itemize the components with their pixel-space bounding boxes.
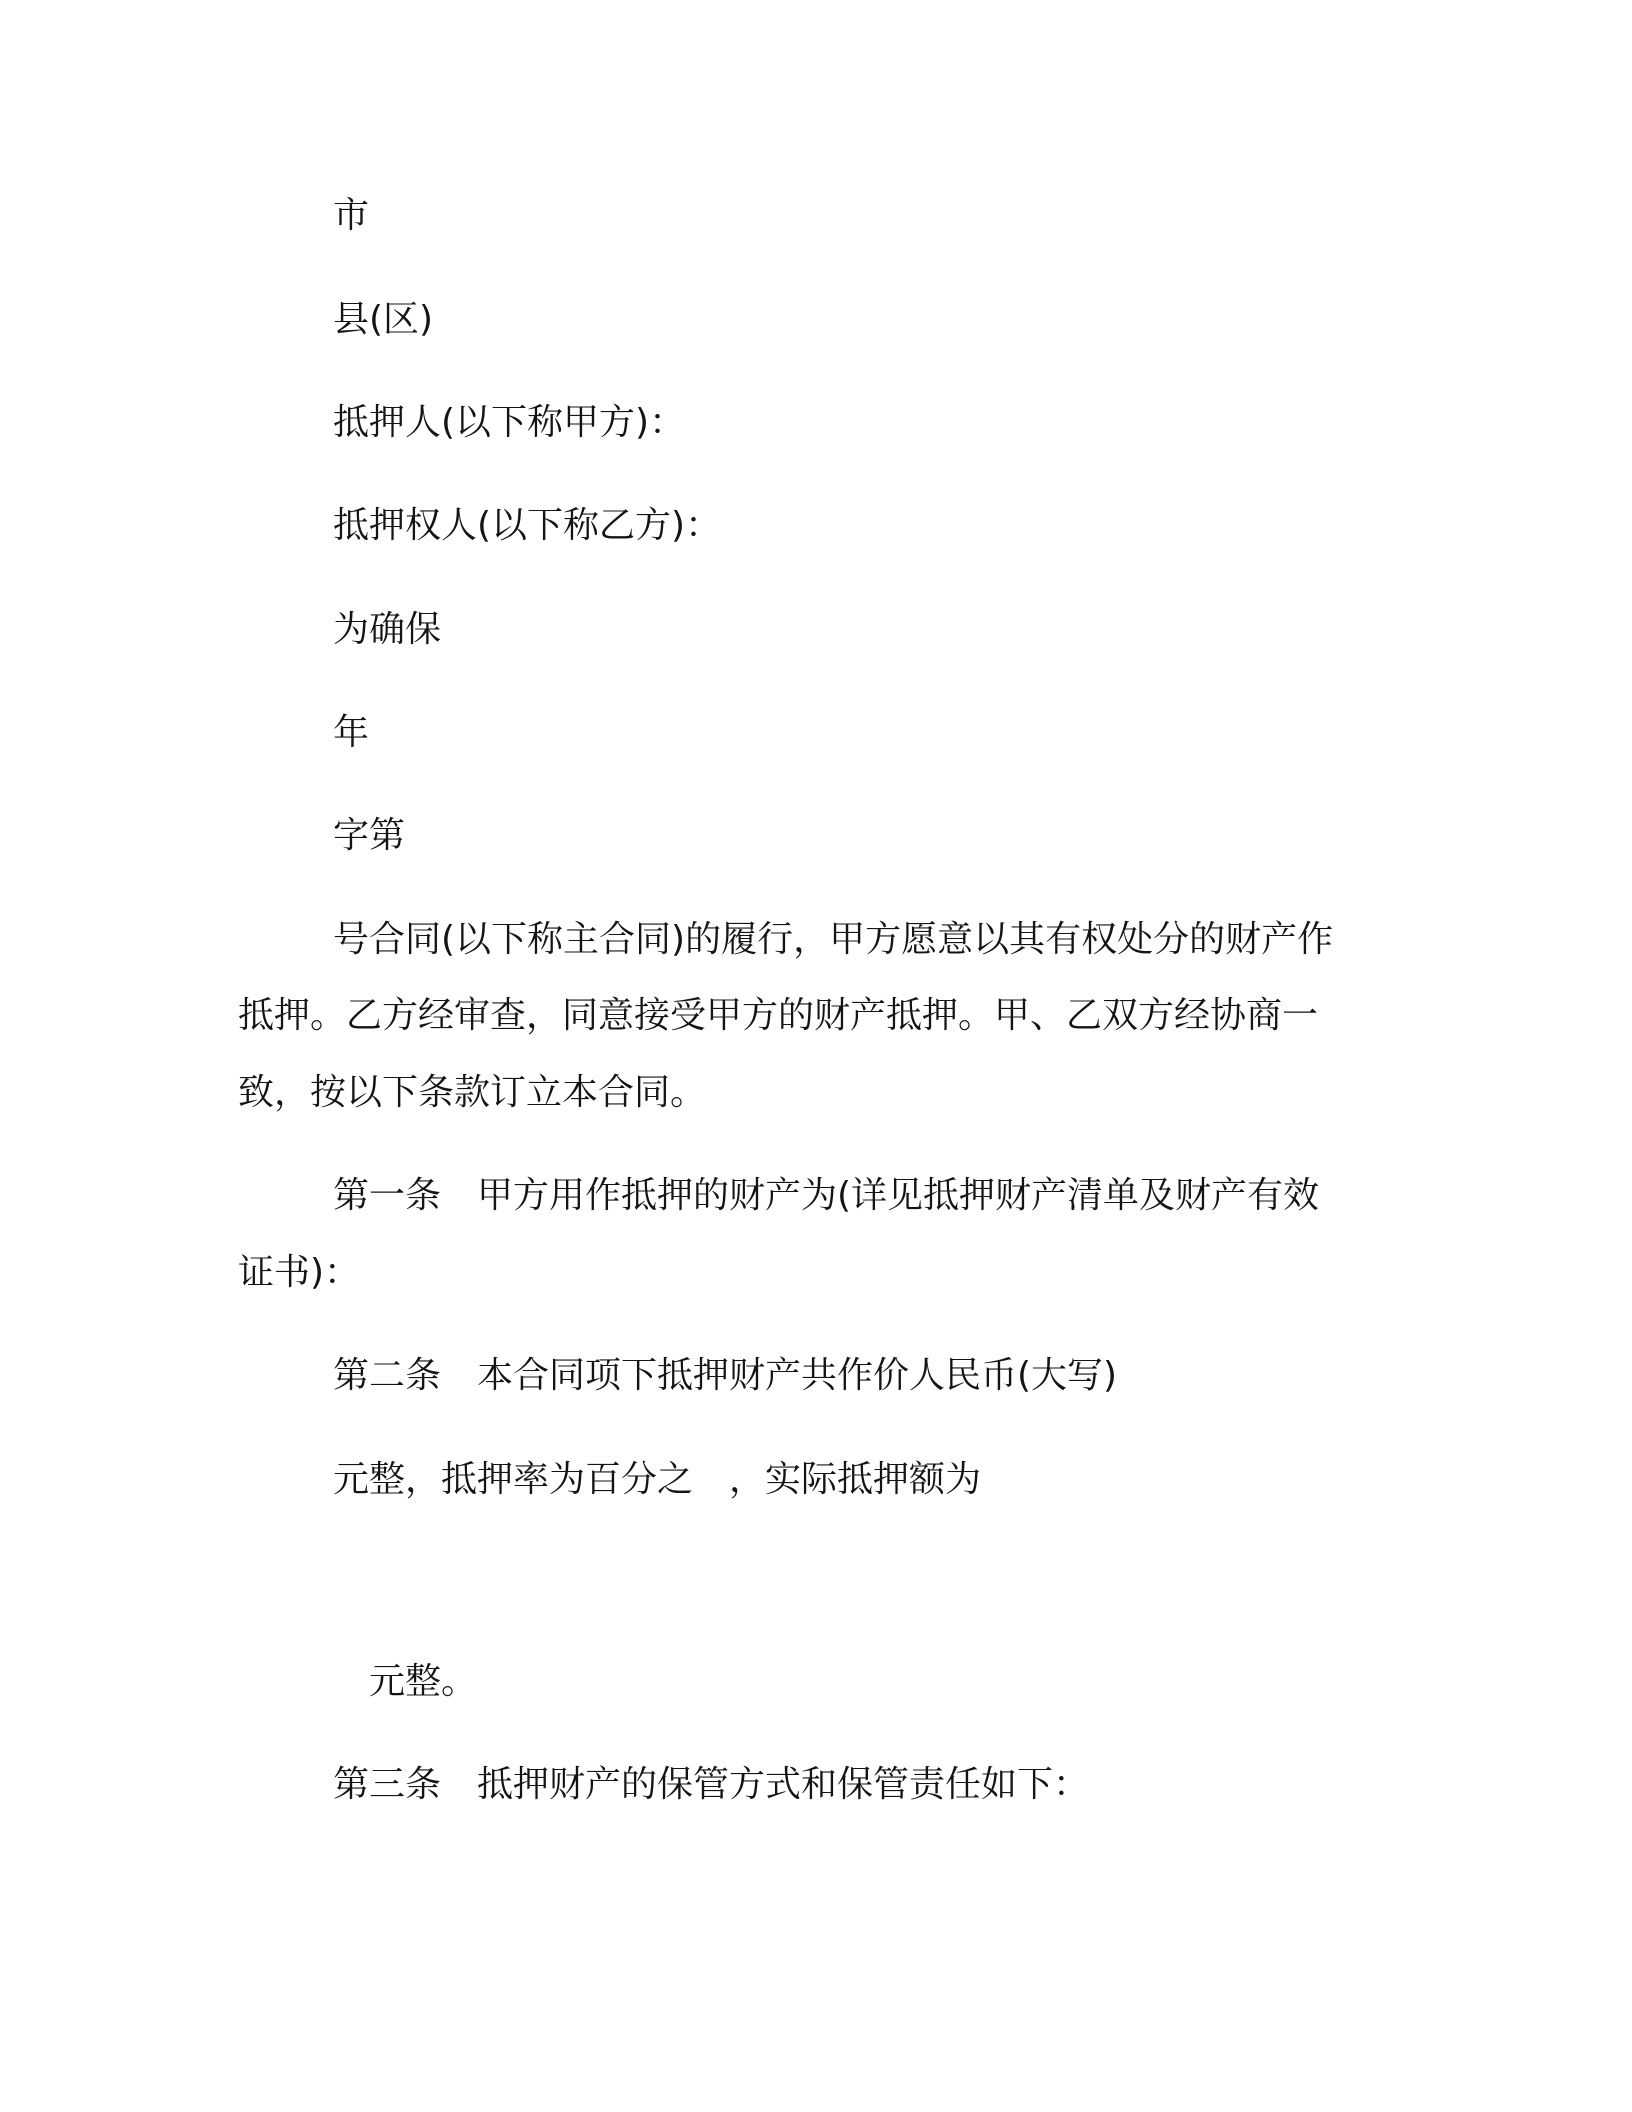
preamble-fragment-3: 字第 [333,815,406,856]
article-1-continuation: 证书)： [238,1252,361,1293]
mortgagor-label: 抵押人(以下称甲方)： [333,402,686,443]
preamble-line-2: 抵押。乙方经审查，同意接受甲方的财产抵押。甲、乙双方经协商一 [238,995,1319,1036]
article-1-text: 甲方用作抵押的财产为(详见抵押财产清单及财产有效 [477,1175,1320,1216]
article-3-line [333,1764,1090,1805]
article-2-line [333,1355,1118,1396]
article-1-line [333,1175,1320,1216]
article-2-rate-line [333,1459,982,1500]
article-3-heading: 第三条 [333,1764,442,1805]
mortgagee-label: 抵押权人(以下称乙方)： [333,505,722,546]
article-1-heading: 第一条 [333,1175,442,1216]
article-2-text: 本合同项下抵押财产共作价人民币(大写) [477,1355,1118,1396]
header-city: 市 [333,195,370,236]
article-2-amount-text: ，实际抵押额为 [729,1459,982,1500]
header-county: 县(区) [333,299,434,340]
article-2-rate-text: 元整，抵押率为百分之 [333,1459,694,1500]
preamble-line-1: 号合同(以下称主合同)的履行，甲方愿意以其有权处分的财产作 [333,919,1334,960]
preamble-fragment-2: 年 [333,712,370,753]
article-2-closing: 元整。 [369,1661,478,1702]
preamble-fragment-1: 为确保 [333,609,442,650]
article-3-text: 抵押财产的保管方式和保管责任如下： [477,1764,1090,1805]
preamble-line-3: 致，按以下条款订立本合同。 [238,1072,707,1113]
article-2-heading: 第二条 [333,1355,442,1396]
